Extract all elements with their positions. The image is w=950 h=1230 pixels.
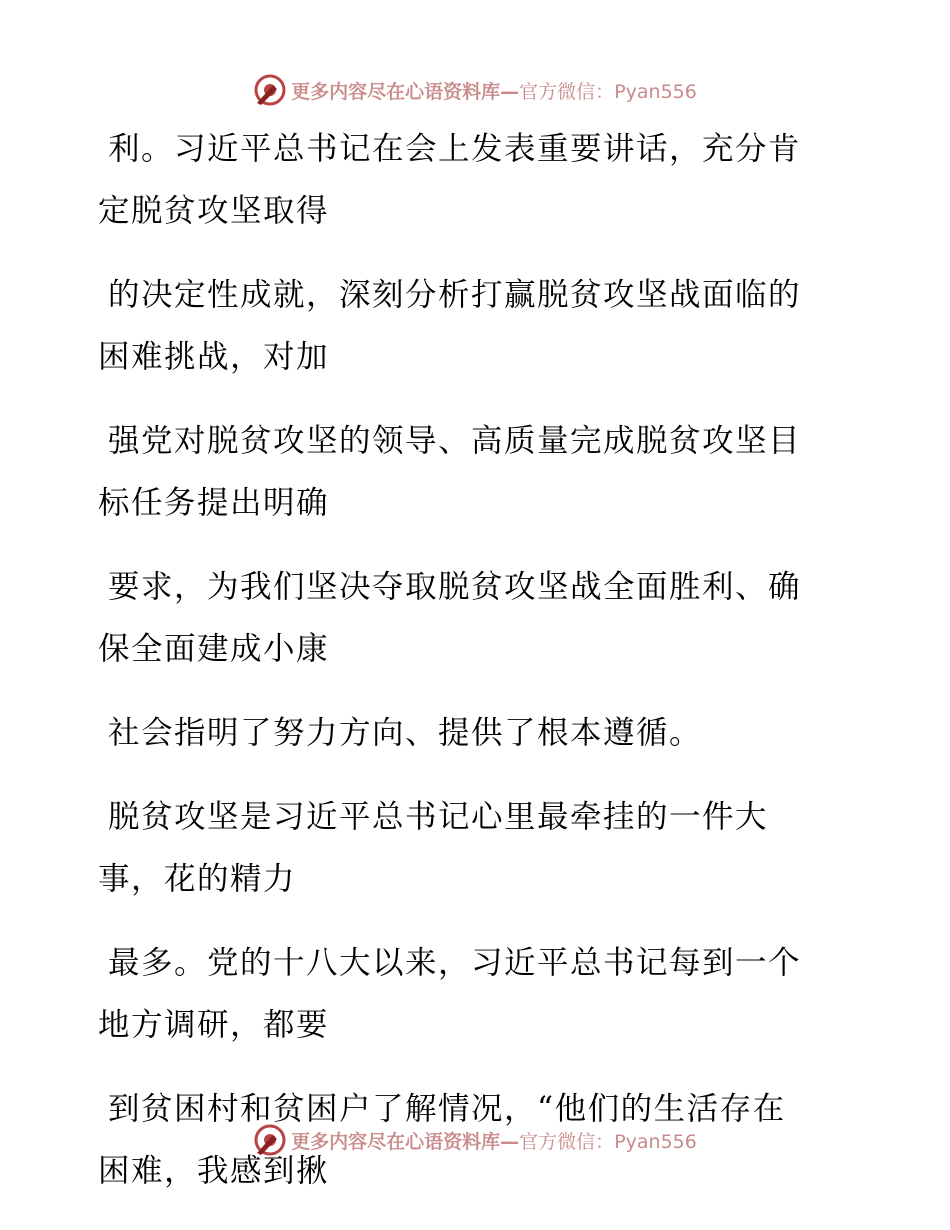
paragraph: [98, 932, 838, 1056]
text-line: 到贫困村和贫困户了解情况，“他们的生活存在: [108, 1091, 786, 1127]
paragraph: [98, 264, 838, 388]
footer-wechat-label: 官方微信：: [519, 1130, 615, 1153]
paragraph: [98, 786, 838, 910]
paragraph: [98, 702, 838, 764]
header-wechat-label: 官方微信：: [519, 80, 615, 103]
header-dash: —: [500, 80, 520, 103]
pen-logo-icon: [253, 1123, 287, 1157]
text-line: 强党对脱贫攻坚的领导、高质量完成脱贫攻坚目: [108, 423, 802, 459]
header-brand: 更多内容尽在心语资料库: [291, 80, 501, 103]
text-line: 地方调研，都要: [98, 1007, 330, 1043]
text-line: 困难，我感到揪: [98, 1153, 330, 1189]
document-body: [98, 118, 838, 1224]
footer-dash: —: [500, 1130, 520, 1153]
text-line: 保全面建成小康: [98, 631, 330, 667]
header-watermark: [0, 70, 950, 110]
text-line: 的决定性成就，深刻分析打赢脱贫攻坚战面临的: [108, 277, 802, 313]
footer-wechat-id: Pyan556: [614, 1130, 697, 1153]
footer-watermark: [0, 1120, 950, 1160]
footer-brand: 更多内容尽在心语资料库: [291, 1130, 501, 1153]
text-line: 定脱贫攻坚取得: [98, 193, 330, 229]
text-line: 最多。党的十八大以来，习近平总书记每到一个: [108, 945, 802, 981]
paragraph: [98, 556, 838, 680]
text-line: 社会指明了努力方向、提供了根本遵循。: [108, 715, 703, 751]
paragraph: [98, 118, 838, 242]
text-line: 利。习近平总书记在会上发表重要讲话，充分肯: [108, 131, 802, 167]
text-line: 困难挑战，对加: [98, 339, 330, 375]
header-wechat-id: Pyan556: [614, 80, 697, 103]
text-line: 脱贫攻坚是习近平总书记心里最牵挂的一件大: [108, 799, 769, 835]
text-line: 事，花的精力: [98, 861, 297, 897]
pen-logo-icon: [253, 73, 287, 107]
text-line: 要求，为我们坚决夺取脱贫攻坚战全面胜利、确: [108, 569, 802, 605]
paragraph: [98, 410, 838, 534]
text-line: 标任务提出明确: [98, 485, 330, 521]
